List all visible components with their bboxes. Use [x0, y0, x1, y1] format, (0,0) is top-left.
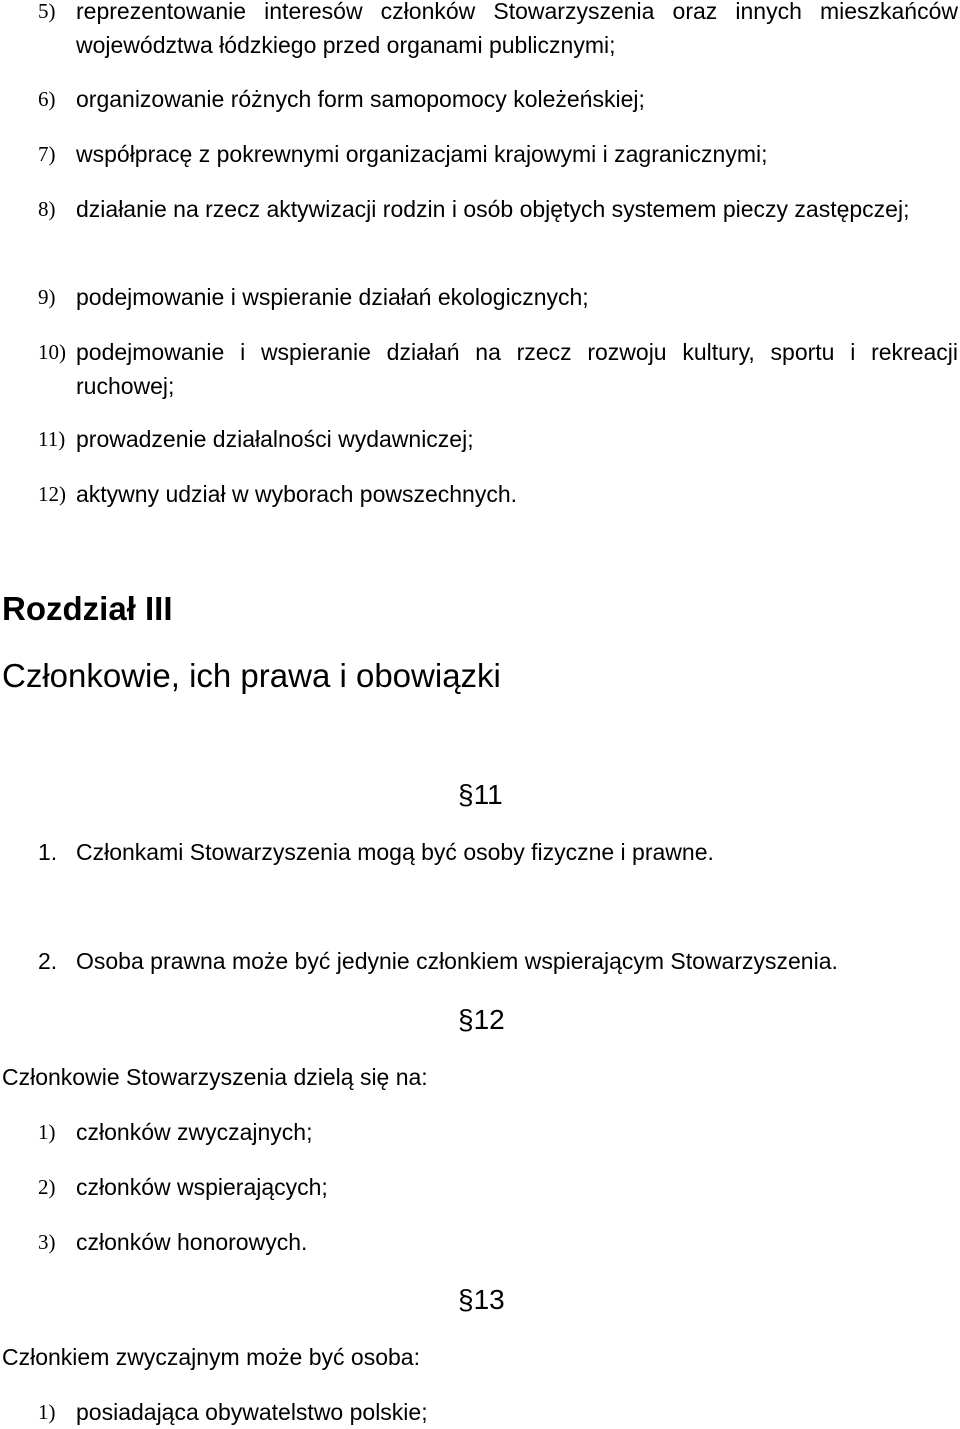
list-item	[0, 280, 958, 314]
list-item-number: 3)	[38, 1230, 56, 1254]
section-intro: Członkiem zwyczajnym może być osoba:	[2, 1344, 420, 1370]
list-item	[0, 422, 958, 456]
list-item	[0, 335, 958, 403]
list-item	[0, 192, 958, 226]
list-item-number: 8)	[38, 197, 56, 221]
list-item-text: członków honorowych.	[76, 1229, 308, 1255]
list-item-number: 5)	[38, 0, 56, 23]
paragraph-mark-11: §11	[458, 779, 503, 810]
list-item-number: 6)	[38, 87, 56, 111]
list-item-text: członków zwyczajnych;	[76, 1119, 313, 1145]
list-item-text: posiadająca obywatelstwo polskie;	[76, 1399, 428, 1425]
list-item	[0, 82, 958, 116]
list-item	[0, 1225, 958, 1259]
list-item-number: 10)	[38, 340, 66, 364]
list-item-text: reprezentowanie interesów członków Stowarzyszenia oraz innych mieszkańców województwa łódzkiego przed organami publicznymi;	[76, 0, 958, 58]
point-number: 1.	[38, 839, 58, 865]
chapter-number: Rozdział III	[2, 590, 173, 627]
list-item	[0, 0, 958, 62]
list-item-text: organizowanie różnych form samopomocy koleżeńskiej;	[76, 86, 645, 112]
list-item-text: podejmowanie i wspieranie działań ekologicznych;	[76, 284, 589, 310]
list-item	[0, 1170, 958, 1204]
paragraph-mark-12: §12	[458, 1004, 505, 1035]
point-text: Osoba prawna może być jedynie członkiem wspierającym Stowarzyszenia.	[76, 948, 838, 974]
list-item-number: 1)	[38, 1120, 56, 1144]
chapter-title: Członkowie, ich prawa i obowiązki	[2, 657, 501, 694]
list-item	[0, 137, 958, 171]
list-item-text: członków wspierających;	[76, 1174, 328, 1200]
list-item-number: 2)	[38, 1175, 56, 1199]
list-item-text: prowadzenie działalności wydawniczej;	[76, 426, 474, 452]
list-item	[0, 477, 958, 511]
list-item-text: podejmowanie i wspieranie działań na rzecz rozwoju kultury, sportu i rekreacji ruchowej;	[76, 339, 958, 399]
point-number: 2.	[38, 948, 58, 974]
numbered-point	[0, 944, 958, 978]
list-item	[0, 1115, 958, 1149]
section-intro: Członkowie Stowarzyszenia dzielą się na:	[2, 1064, 428, 1090]
list-item-number: 9)	[38, 285, 56, 309]
numbered-point	[0, 835, 958, 869]
list-item-number: 12)	[38, 482, 66, 506]
point-text: Członkami Stowarzyszenia mogą być osoby fizyczne i prawne.	[76, 839, 714, 865]
list-item-text: aktywny udział w wyborach powszechnych.	[76, 481, 518, 507]
list-item-number: 11)	[38, 427, 66, 451]
list-item-number: 1)	[38, 1400, 56, 1424]
list-item-number: 7)	[38, 142, 56, 166]
list-item	[0, 1395, 958, 1429]
paragraph-mark-13: §13	[458, 1284, 505, 1315]
list-item-text: działanie na rzecz aktywizacji rodzin i osób objętych systemem pieczy zastępczej;	[76, 196, 910, 222]
list-item-text: współpracę z pokrewnymi organizacjami krajowymi i zagranicznymi;	[76, 141, 768, 167]
